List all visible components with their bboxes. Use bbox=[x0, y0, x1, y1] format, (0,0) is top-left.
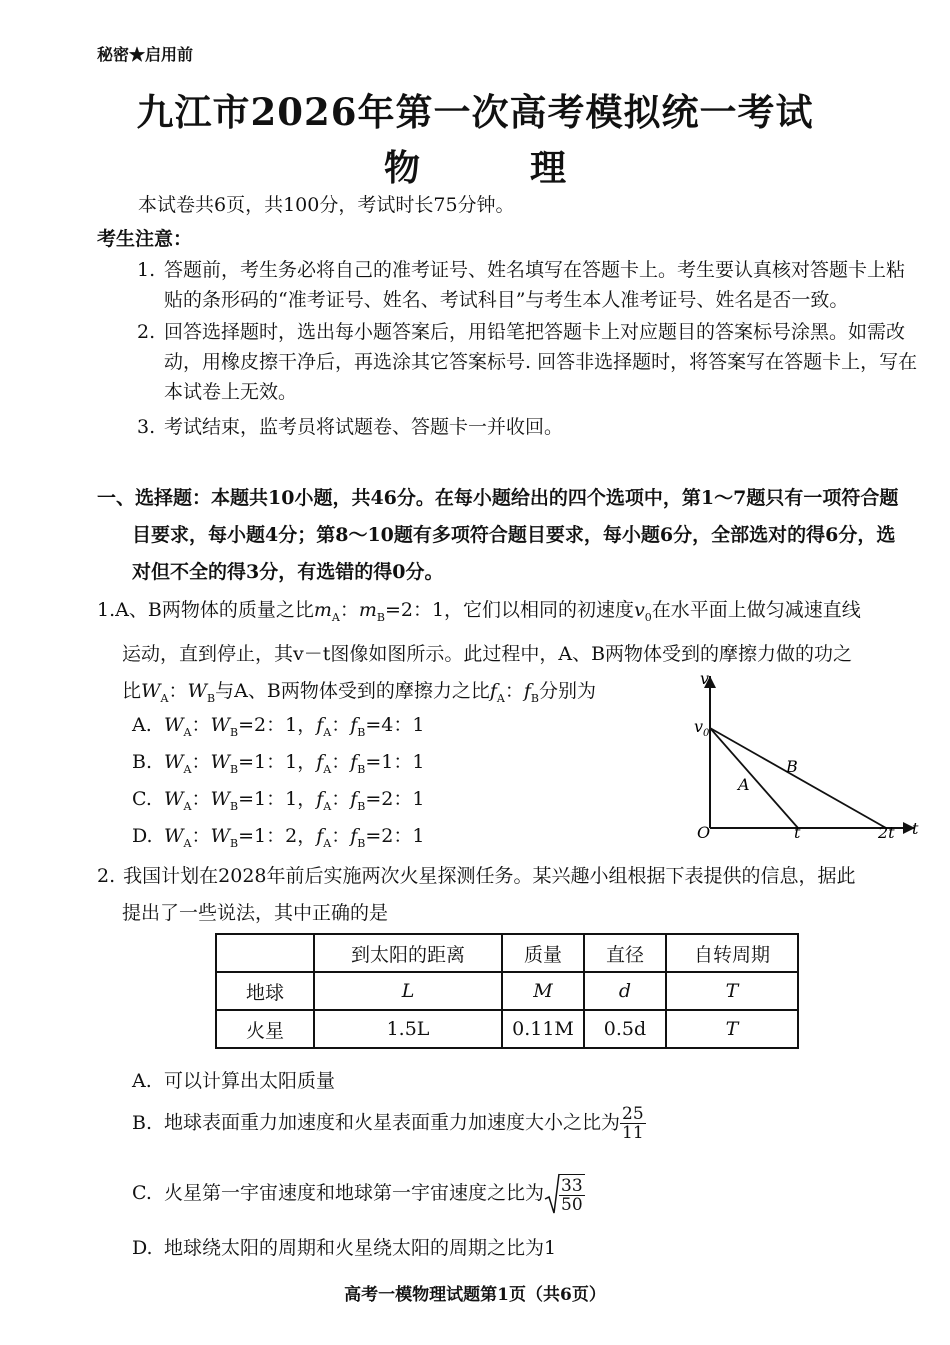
exam-intro: 本试卷共6页，共100分，考试时长75分钟。 bbox=[138, 194, 515, 216]
table-row: 火星 1.5L 0.11M 0.5d T bbox=[216, 1010, 798, 1048]
question-1-line1: 1.A、B两物体的质量之比$m_A$：$m_B=2$：1，它们以相同的初速度$v_0$在水平面上做匀减速直线 bbox=[97, 599, 861, 624]
v-axis-label: v bbox=[700, 669, 710, 688]
subject-title: 物 理 bbox=[383, 147, 567, 189]
line-B bbox=[710, 728, 886, 828]
v0-label: $v_0$ bbox=[694, 717, 710, 739]
section-instructions: 一、选择题：本题共10小题，共46分。在每小题给出的四个选项中，第1～7题只有一项符合题 目要求，每小题4分；第8～10题有多项符合题目要求，每小题6分，全部选对的得6分，选 对但不全的得3分，有选错的得0分。 bbox=[97, 487, 899, 583]
question-1-line3: 比$W_A$：$W_B$与A、B两物体受到的摩擦力之比$f_A$：$f_B$分别为 bbox=[122, 679, 596, 705]
table-row: 地球 L M d T bbox=[216, 972, 798, 1010]
table-header-row: 到太阳的距离 质量 直径 自转周期 bbox=[216, 934, 798, 972]
t-axis-label: t bbox=[912, 819, 919, 838]
q2-option-b[interactable]: B. 地球表面重力加速度和火星表面重力加速度大小之比为 $\frac{25}{11}$ bbox=[132, 1104, 644, 1143]
question-2: 2. 我国计划在2028年前后实施两次火星探测任务。某兴趣小组根据下表提供的信息，据此 提出了一些说法，其中正确的是 bbox=[97, 865, 856, 924]
exam-title: 九江市2026年第一次高考模拟统一考试 bbox=[136, 90, 814, 134]
notice-item: 1. 答题前，考生务必将自己的准考证号、姓名填写在答题卡上。考生要认真核对答题卡上粘贴的条形码的“准考证号、姓名、考试科目”与考生本人准考证号、姓名是否一致。 bbox=[137, 259, 906, 311]
q1-option-c[interactable]: C. $W_A$：$W_B=1$：1，$f_A$：$f_B=2$：1 bbox=[132, 788, 425, 813]
q2-option-a[interactable]: A. 可以计算出太阳质量 bbox=[132, 1070, 336, 1092]
origin-label: O bbox=[697, 823, 711, 842]
q2-option-d[interactable]: D. 地球绕太阳的周期和火星绕太阳的周期之比为1 bbox=[132, 1237, 557, 1259]
confidential-label: 秘密★启用前 bbox=[97, 45, 194, 64]
planet-table bbox=[215, 933, 799, 1049]
line-A bbox=[710, 728, 798, 828]
q1-option-d[interactable]: D. $W_A$：$W_B=1$：2，$f_A$：$f_B=2$：1 bbox=[132, 825, 425, 850]
line-B-label: B bbox=[786, 757, 798, 776]
tick-t-label: t bbox=[794, 823, 801, 842]
question-1-line2: 运动，直到停止，其v－t图像如图所示。此过程中，A、B两物体受到的摩擦力做的功之 bbox=[122, 642, 853, 665]
notice-item: 3. 考试结束，监考员将试题卷、答题卡一并收回。 bbox=[137, 416, 564, 438]
q1-option-b[interactable]: B. $W_A$：$W_B=1$：1，$f_A$：$f_B=1$：1 bbox=[132, 751, 425, 776]
notice-item: 2. 回答选择题时，选出每小题答案后，用铅笔把答题卡上对应题目的答案标号涂黑。如需改动，用橡皮擦干净后，再选涂其它答案标号. 回答非选择题时，将答案写在答题卡上，写在本试卷上无效。 bbox=[137, 321, 918, 403]
page-footer: 高考一模物理试题第1页（共6页） bbox=[344, 1285, 606, 1305]
vt-graph bbox=[680, 668, 930, 848]
square-root: $\frac{33}{50}$ bbox=[544, 1173, 585, 1215]
notice-heading: 考生注意： bbox=[97, 228, 193, 250]
q1-option-a[interactable]: A. $W_A$：$W_B=2$：1，$f_A$：$f_B=4$：1 bbox=[132, 714, 425, 739]
q2-option-c[interactable]: C. 火星第一宇宙速度和地球第一宇宙速度之比为 $\frac{33}{50}$ bbox=[132, 1173, 585, 1215]
tick-2t-label: 2t bbox=[878, 823, 895, 842]
line-A-label: A bbox=[738, 775, 750, 794]
fraction: $\frac{25}{11}$ bbox=[622, 1104, 644, 1143]
